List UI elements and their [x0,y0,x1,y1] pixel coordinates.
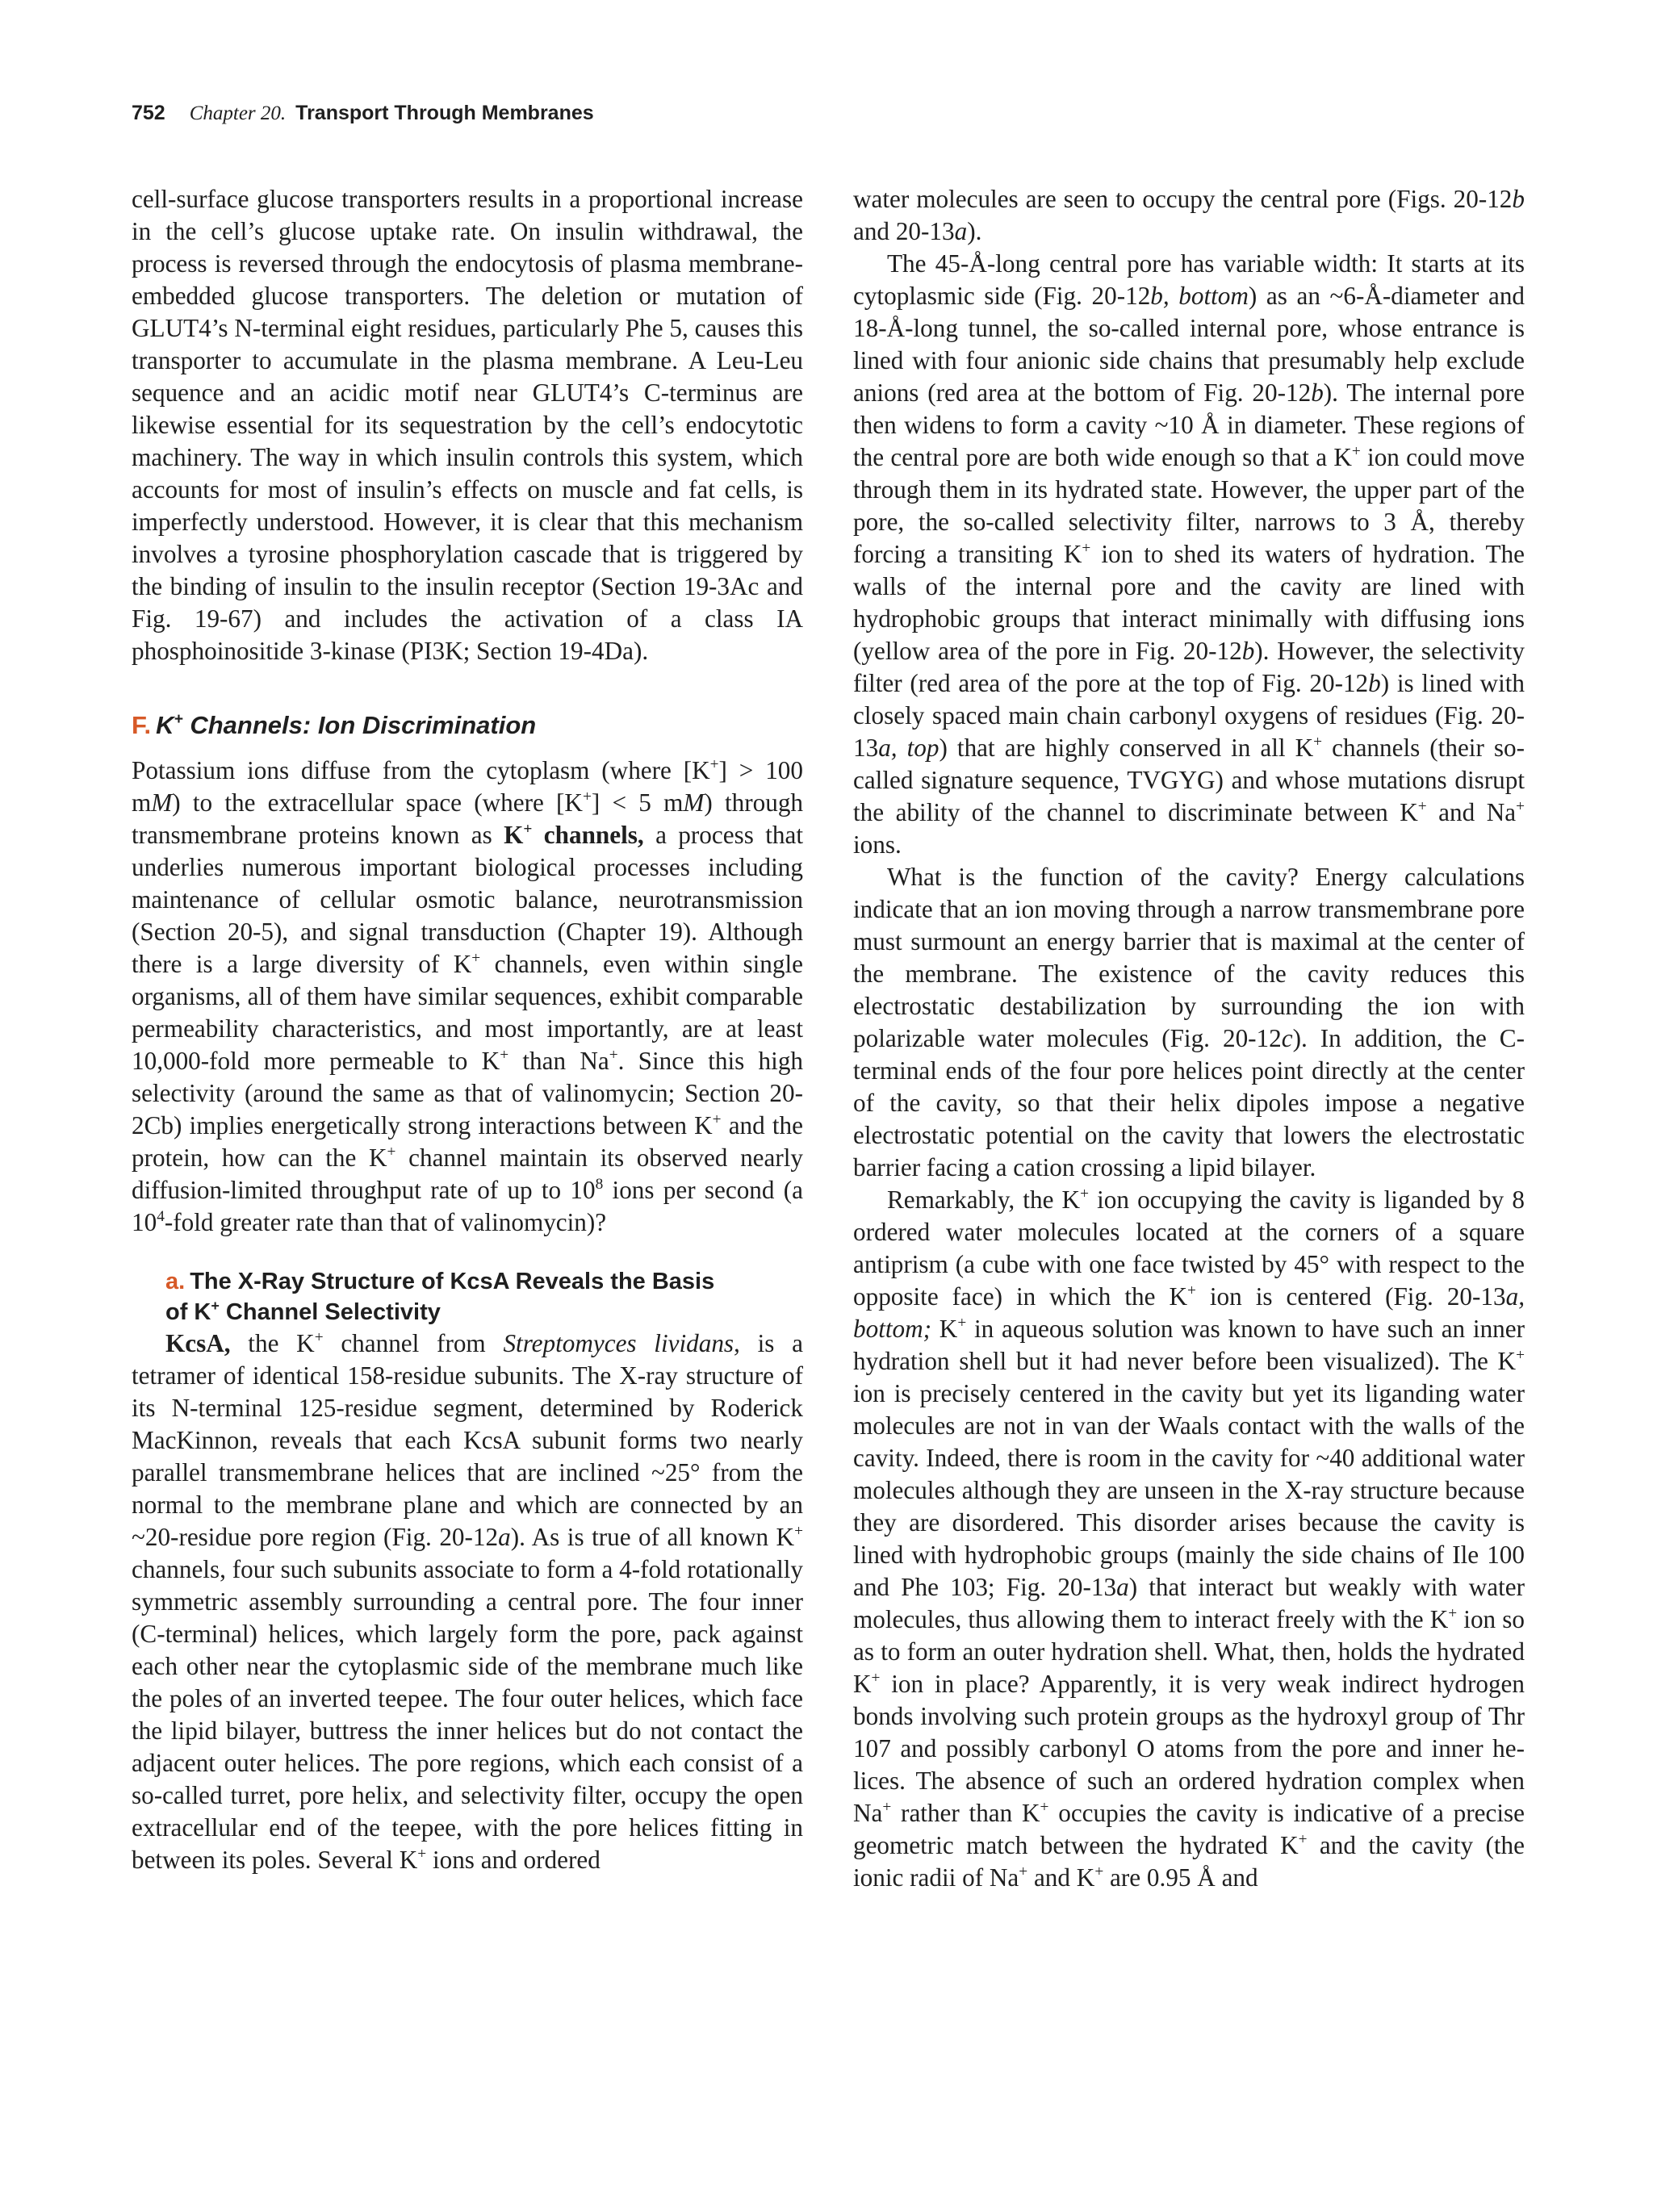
paragraph-hydration-shell: Remarkably, the K+ ion occupying the cavity is liganded by 8 ordered water molecules located at the corners of a square antiprism (a cube with one face twisted by 45° with respect to the opposite face) in which the K+ ion is centered (Fig. 20-13a, bottom; K+ in aqueous solution was known to have such an inner hydration shell but it had never before been visualized). The K+ ion is precisely centered in the cavity but yet its liganding water molecules are not in van der Waals contact with the walls of the cavity. Indeed, there is room in the cavity for ~40 additional water molecules although they are unseen in the X-ray structure because they are disordered. This disorder arises because the cavity is lined with hydrophobic groups (mainly the side chains of Ile 100 and Phe 103; Fig. 20-13a) that interact but weakly with water molecules, thus allowing them to interact freely with the K+ ion so as to form an outer hydration shell. What, then, holds the hydrated K+ ion in place? Apparently, it is very weak indirect hydrogen bonds involving such protein groups as the hydroxyl group of Thr 107 and possibly carbonyl O atoms from the pore and inner helices. The absence of such an ordered hydration complex when Na+ rather than K+ occupies the cavity is indicative of a precise geometric match between the hydrated K+ and the cavity (the ionic radii of Na+ and K+ are 0.95 Å and [853,1185,1525,1892]
term-k-channels: K+ channels, [504,821,644,849]
paragraph-cavity-function: What is the function of the cavity? Energy calculations indicate that an ion moving through a narrow transmembrane pore must surmount an energy barrier that is maximal at the center of the membrane. The existence of the cavity reduces this electrostatic destabilization by surrounding the ion with polarizable water molecules (Fig. 20-12c). In addition, the C-terminal ends of the four pore helices point directly at the center of the cavity, so that their helix dipoles impose a negative electrostatic potential on the cavity that lowers the electrostatic barrier facing a cation crossing a lipid bilayer. [853,863,1525,1181]
chapter-label: Chapter 20. [189,102,287,124]
paragraph-central-pore: The 45-Å-long central pore has variable width: It starts at its cytoplasmic side (Fig. 20-12b, bottom) as an ~6-Å-diameter and 18-Å-long tunnel, the so-called internal pore, whose entrance is lined with four anionic side chains that presumably help exclude anions (red area at the bottom of Fig. 20-12b). The internal pore then widens to form a cavity ~10 Å in diameter. These regions of the central pore are both wide enough so that a K+ ion could move through them in its hydrated state. However, the upper part of the pore, the so-called selectivity filter, narrows to 3 Å, thereby forcing a transiting K+ ion to shed its waters of hydration. The walls of the internal pore and the cavity are lined with hydrophobic groups that interact minimally with diffusing ions (yellow area of the pore in Fig. 20-12b). However, the selectivity filter (red area of the pore at the top of Fig. 20-12b) is lined with closely spaced main chain carbonyl oxygens of residues (Fig. 20-13a, top) that are highly conserved in all K+ channels (their so-called signature sequence, TVGYG) and whose mutations disrupt the ability of the channel to discriminate between K+ and Na+ ions. [853,249,1525,859]
left-column [132,183,803,1876]
page-number: 752 [132,102,165,124]
section-heading-k-channels: F. K+ Channels: Ion Discrimination [132,711,537,739]
paragraph-kcsa: KcsA, the K+ channel from Streptomyces lividans, is a tetramer of identical 158-residue subunits. The X-ray structure of its N-terminal 125-residue segment, determined by Roderick MacKinnon, reveals that each KcsA subunit forms two nearly parallel transmembrane helices that are inclined ~25° from the normal to the membrane plane and which are connected by an ~20-residue pore region (Fig. 20-12a). As is true of all known K+ channels, four such subunits associate to form a 4-fold rotationally symmetric assembly surrounding a central pore. The four inner (C-terminal) helices, which largely form the pore, pack against each other near the cytoplasmic side of the membrane much like the poles of an inverted teepee. The four outer helices, which face the lipid bilayer, buttress the inner helices but do not contact the adjacent outer helices. The pore regions, which each consist of a so-called turret, pore helix, and selectivity filter, occupy the open extracellular end of the teepee, with the pore helices fitting in between its poles. Several K+ ions and ordered [132,1329,803,1874]
term-kcsa: KcsA, [165,1329,231,1357]
right-column [853,183,1525,1894]
paragraph-water-molecules: water molecules are seen to occupy the central pore (Figs. 20-12b and 20-13a). [853,185,1525,245]
paragraph-glut4: cell-surface glucose transporters results in a proportional increase in the cell’s glucose uptake rate. On insulin withdrawal, the process is reversed through the endocytosis of plasma membrane-embedded glucose transporters. The deletion or mutation of GLUT4’s N-terminal eight residues, particularly Phe 5, causes this transporter to accumulate in the plasma membrane. A Leu-Leu sequence and an acidic motif near GLUT4’s C-terminus are likewise essential for its sequestration by the cell’s endocytotic machinery. The way in which insulin controls this system, which accounts for most of insulin’s effects on muscle and fat cells, is imperfectly understood. However, it is clear that this mechanism involves a tyrosine phosphorylation cascade that is triggered by the binding of insulin to the insulin receptor (Section 19-3Ac and Fig. 19-67) and includes the activation of a class IA phosphoinositide 3-kinase (PI3K; Section 19-4Da). [132,185,803,665]
chapter-title: Transport Through Membranes [295,102,594,124]
subsection-heading-kcsa: a. The X-Ray Structure of KcsA Reveals the Basis of K+ Channel Selectivity [165,1269,715,1325]
running-header [132,102,594,125]
paragraph-potassium-ions: Potassium ions diffuse from the cytoplasm (where [K+] > 100 mM) to the extracellular space (where [K+] < 5 mM) through transmembrane proteins known as K+ channels, a process that underlies numerous important biological processes including maintenance of cellular osmotic balance, neurotransmission (Section 20-5), and signal transduction (Chapter 19). Although there is a large diversity of K+ channels, even within single organisms, all of them have similar sequences, exhibit comparable permeability characteristics, and most importantly, are at least 10,000-fold more permeable to K+ than Na+. Since this high selectivity (around the same as that of valinomycin; Section 20-2Cb) implies energetically strong interactions between K+ and the protein, how can the K+ channel maintain its observed nearly diffusion-limited throughput rate of up to $10^8$ ions per second (a $10^4$-fold greater rate than that of valinomycin)? [132,756,804,1236]
